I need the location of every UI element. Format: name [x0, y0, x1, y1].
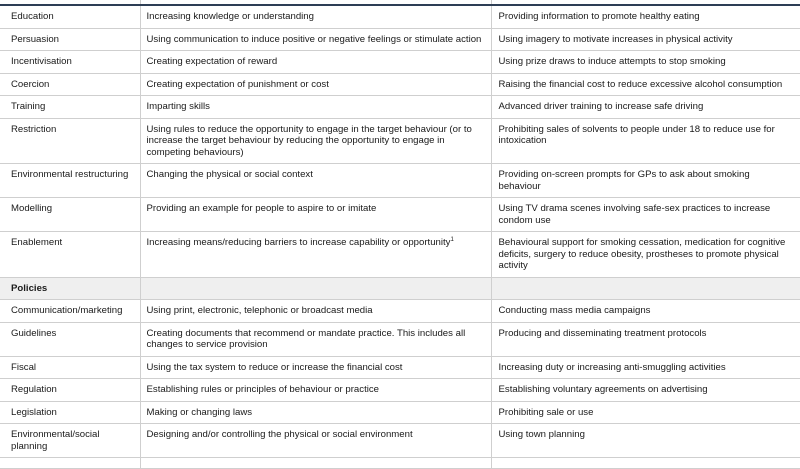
table-row [0, 322, 800, 356]
row-example: Conducting mass media campaigns [491, 300, 800, 323]
table-row [0, 6, 800, 28]
table-row [0, 198, 800, 232]
row-example: Using imagery to motivate increases in physical activity [491, 28, 800, 51]
row-type: Environmental restructuring [0, 164, 140, 198]
row-example: Providing information to promote healthy eating [491, 6, 800, 28]
empty-cell [491, 458, 800, 469]
row-type: Restriction [0, 118, 140, 164]
row-definition: Creating expectation of reward [140, 51, 491, 74]
row-type: Fiscal [0, 356, 140, 379]
row-example: Prohibiting sales of solvents to people under 18 to reduce use for intoxication [491, 118, 800, 164]
row-definition: Establishing rules or principles of behaviour or practice [140, 379, 491, 402]
row-definition: Making or changing laws [140, 401, 491, 424]
table-row [0, 118, 800, 164]
table-row [0, 424, 800, 458]
row-type: Regulation [0, 379, 140, 402]
row-definition: Increasing knowledge or understanding [140, 6, 491, 28]
row-definition [140, 232, 491, 278]
row-example: Using prize draws to induce attempts to stop smoking [491, 51, 800, 74]
row-example: Using TV drama scenes involving safe-sex practices to increase condom use [491, 198, 800, 232]
empty-cell [140, 458, 491, 469]
row-type: Coercion [0, 73, 140, 96]
table-row-partial [0, 458, 800, 469]
table-row [0, 356, 800, 379]
table-row [0, 51, 800, 74]
row-type: Incentivisation [0, 51, 140, 74]
row-example: Establishing voluntary agreements on advertising [491, 379, 800, 402]
row-example: Raising the financial cost to reduce excessive alcohol consumption [491, 73, 800, 96]
table-row [0, 96, 800, 119]
row-type: Education [0, 6, 140, 28]
row-definition: Changing the physical or social context [140, 164, 491, 198]
table-row [0, 28, 800, 51]
row-definition: Using rules to reduce the opportunity to engage in the target behaviour (or to increase the target behaviour by reducing the opportunity to engage in competing behaviours) [140, 118, 491, 164]
row-definition: Using print, electronic, telephonic or broadcast media [140, 300, 491, 323]
row-definition: Using the tax system to reduce or increase the financial cost [140, 356, 491, 379]
row-type: Training [0, 96, 140, 119]
empty-cell [0, 458, 140, 469]
row-type: Enablement [0, 232, 140, 278]
interventions-table [0, 6, 800, 469]
row-definition: Creating expectation of punishment or cost [140, 73, 491, 96]
section-heading: Policies [0, 277, 140, 300]
row-example: Advanced driver training to increase safe driving [491, 96, 800, 119]
table-row [0, 232, 800, 278]
section-empty-cell [140, 277, 491, 300]
table-row [0, 379, 800, 402]
row-definition: Designing and/or controlling the physical or social environment [140, 424, 491, 458]
section-empty-cell [491, 277, 800, 300]
row-definition: Creating documents that recommend or mandate practice. This includes all changes to service provision [140, 322, 491, 356]
row-example: Providing on-screen prompts for GPs to ask about smoking behaviour [491, 164, 800, 198]
section-header-row [0, 277, 800, 300]
row-example: Prohibiting sale or use [491, 401, 800, 424]
row-definition: Providing an example for people to aspire to or imitate [140, 198, 491, 232]
row-type: Legislation [0, 401, 140, 424]
table-row [0, 300, 800, 323]
footnote-marker: 1 [450, 236, 454, 243]
row-definition: Using communication to induce positive or negative feelings or stimulate action [140, 28, 491, 51]
row-example: Behavioural support for smoking cessation, medication for cognitive deficits, surgery to reduce obesity, prostheses to promote physical activity [491, 232, 800, 278]
row-type: Persuasion [0, 28, 140, 51]
row-type: Environmental/social planning [0, 424, 140, 458]
table-row [0, 164, 800, 198]
row-definition-text: Increasing means/reducing barriers to increase capability or opportunity [146, 237, 451, 248]
row-example: Using town planning [491, 424, 800, 458]
table-row [0, 73, 800, 96]
row-example: Increasing duty or increasing anti-smuggling activities [491, 356, 800, 379]
row-type: Communication/marketing [0, 300, 140, 323]
row-type: Modelling [0, 198, 140, 232]
table-row [0, 401, 800, 424]
row-example: Producing and disseminating treatment protocols [491, 322, 800, 356]
row-definition: Imparting skills [140, 96, 491, 119]
row-type: Guidelines [0, 322, 140, 356]
